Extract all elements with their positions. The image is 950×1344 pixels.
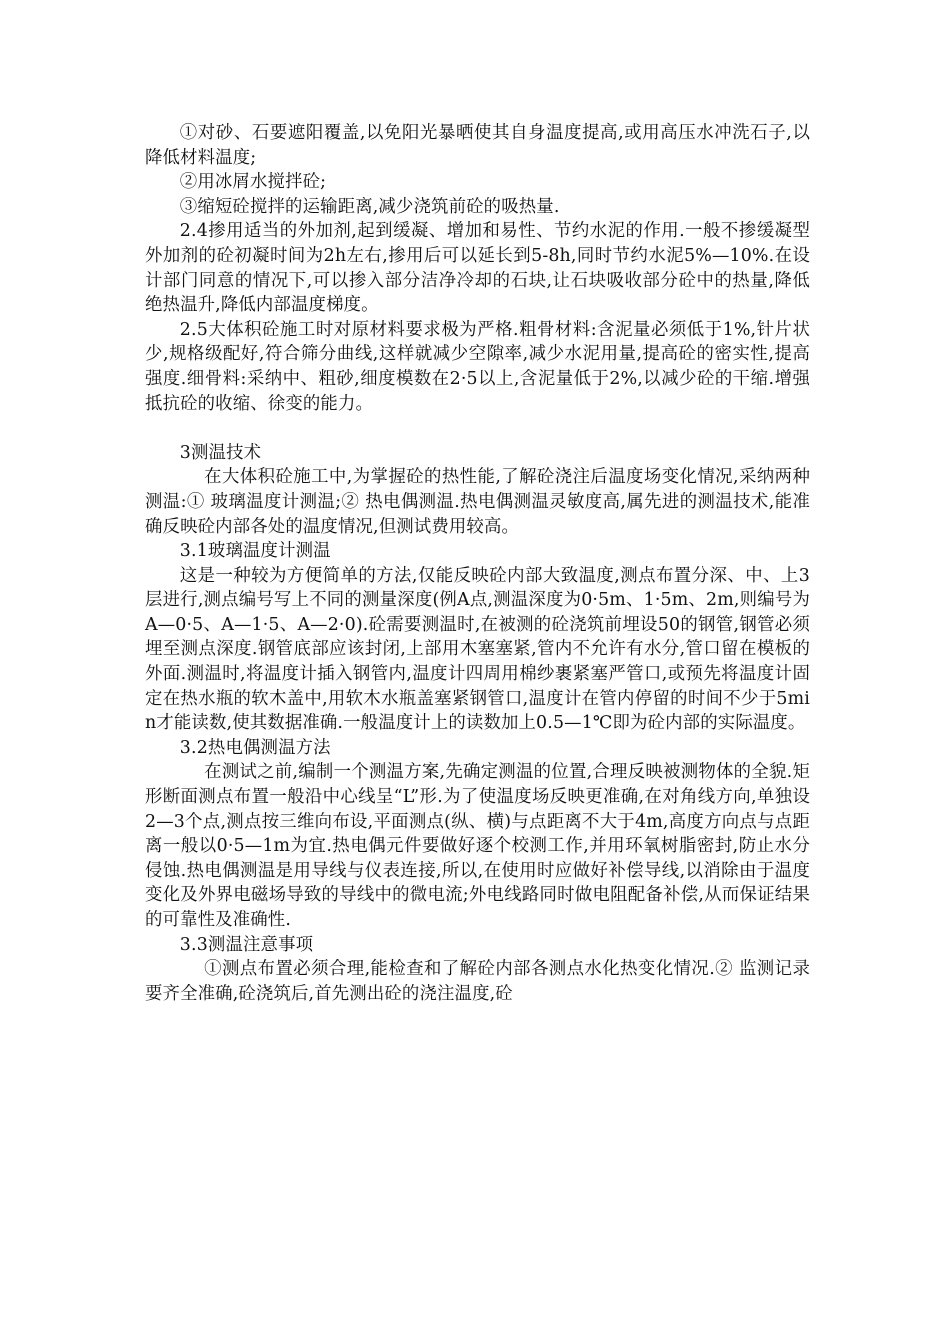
paragraph-section-3-3: ①测点布置必须合理,能检查和了解砼内部各测点水化热变化情况.② 监测记录要齐全准确,砼浇筑后,首先测出砼的浇注温度,砼 <box>145 959 810 1004</box>
paragraph-section-2-5: 2.5大体积砼施工时对原材料要求极为严格.粗骨材料:含泥量必须低于1%,针片状少,规格级配好,符合筛分曲线,这样就减少空隙率,减少水泥用量,提高砼的密实性,提高强度.细骨料:采纳中、粗砂,细度模数在2·5以上,含泥量低于2%,以减少砼的干缩.增强抵抗砼的收缩、徐变的能力。 <box>145 319 810 414</box>
document-body <box>145 121 810 1006</box>
paragraph-section-3-2: 在测试之前,编制一个测温方案,先确定测温的位置,合理反映被测物体的全貌.矩形断面测点布置一般沿中心线呈“L”形.为了使温度场反映更准确,在对角线方向,单独设2—3个点,测点按三维向布设,平面测点(纵、横)与点距离不大于4m,高度方向点与点距离一般以0·5—1m为宜.热电偶元件要做好逐个校测工作,并用环氧树脂密封,防止水分侵蚀.热电偶测温是用导线与仪表连接,所以,在使用时应做好补偿导线,以消除由于温度变化及外界电磁场导致的导线中的微电流;外电线路同时做电阻配备补偿,从而保证结果的可靠性及准确性. <box>145 762 810 930</box>
heading-section-3: 3测温技术 <box>179 442 262 463</box>
paragraph-section-3-intro: 在大体积砼施工中,为掌握砼的热性能,了解砼浇注后温度场变化情况,采纳两种测温:① 玻璃温度计测温;② 热电偶测温.热电偶测温灵敏度高,属先进的测温技术,能准确反映砼内部各处的温度情况,但测试费用较高。 <box>145 467 810 537</box>
heading-section-3-2: 3.2热电偶测温方法 <box>179 737 331 758</box>
paragraph-section-3-1: 这是一种较为方便简单的方法,仅能反映砼内部大致温度,测点布置分深、中、上3层进行,测点编号写上不同的测量深度(例A点,测温深度为0·5m、1·5m、2m,则编号为A—0·5、A—1·5、A—2·0).砼需要测温时,在被测的砼浇筑前埋设50的钢管,钢管必须埋至测点深度.钢管底部应该封闭,上部用木塞塞紧,管内不允许有水分,管口留在模板的外面.测温时,将温度计插入钢管内,温度计四周用棉纱裹紧塞严管口,或预先将温度计固定在热水瓶的软木盖中,用软木水瓶盖塞紧钢管口,温度计在管内停留的时间不少于5min才能读数,使其数据准确.一般温度计上的读数加上0.5—1℃即为砼内部的实际温度。 <box>145 565 810 734</box>
paragraph-ice-water: ②用冰屑水搅拌砼; <box>179 172 327 193</box>
heading-section-3-1: 3.1玻璃温度计测温 <box>179 541 331 562</box>
paragraph-section-2-4: 2.4掺用适当的外加剂,起到缓凝、增加和易性、节约水泥的作用.一般不掺缓凝型外加剂的砼初凝时间为2h左右,掺用后可以延长到5-8h,同时节约水泥5%—10%.在设计部门同意的情况下,可以掺入部分洁净冷却的石块,让石块吸收部分砼中的热量,降低绝热温升,降低内部温度梯度。 <box>145 221 810 316</box>
heading-section-3-3: 3.3测温注意事项 <box>179 934 314 955</box>
paragraph-shorten-transport: ③缩短砼搅拌的运输距离,减少浇筑前砼的吸热量. <box>179 196 560 217</box>
paragraph-aggregate-shading: ①对砂、石要遮阳覆盖,以免阳光暴晒使其自身温度提高,或用高压水冲洗石子,以降低材料温度; <box>145 123 810 168</box>
